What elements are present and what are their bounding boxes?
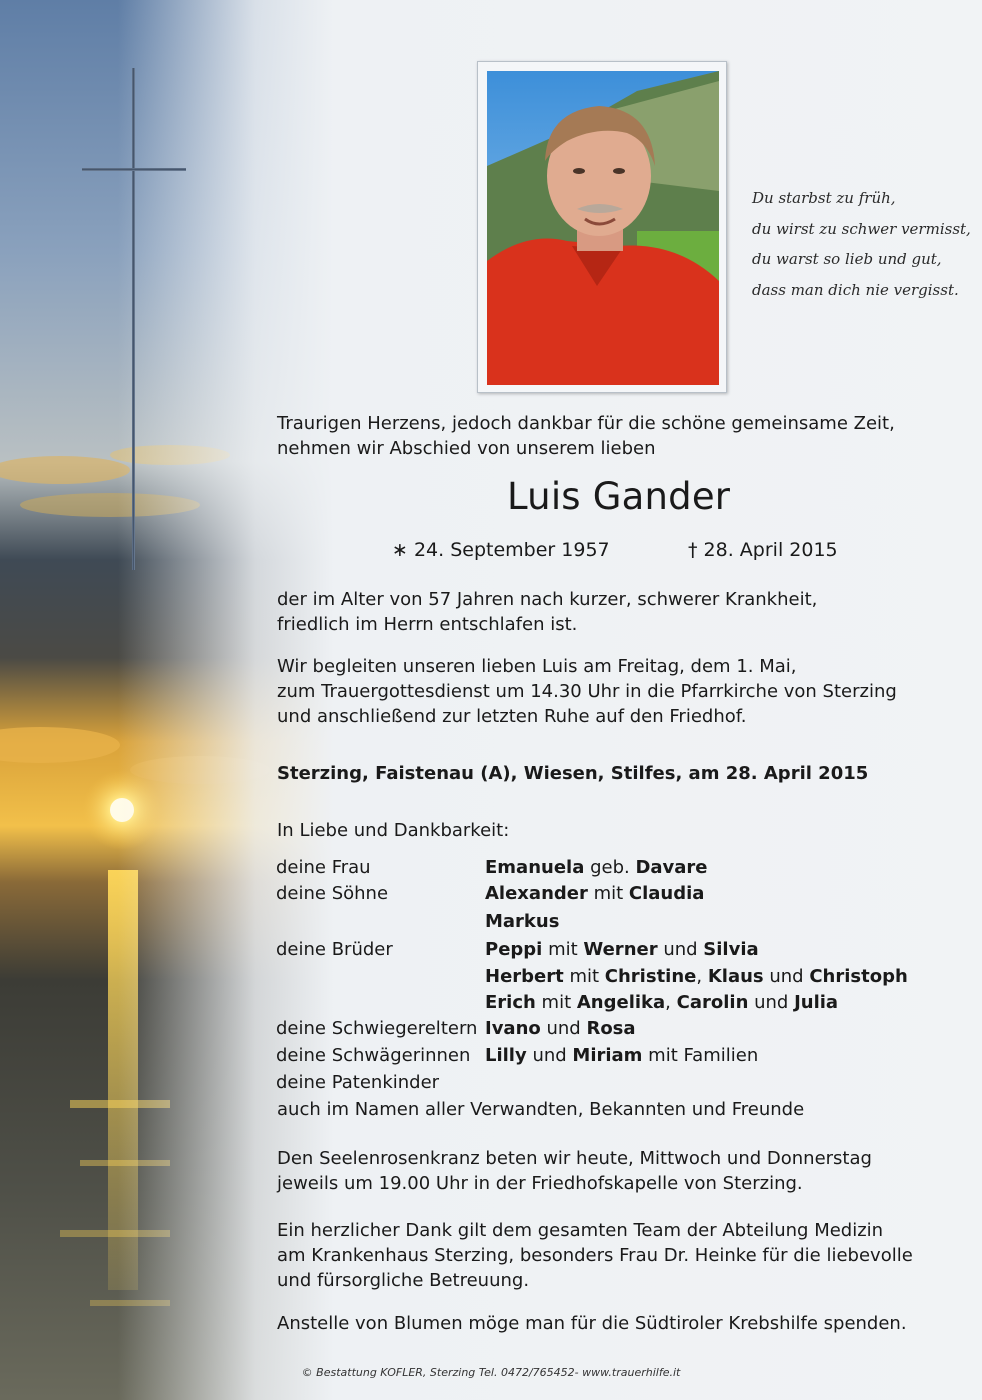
relative-names (485, 939, 759, 960)
birth-date: ∗ 24. September 1957 (392, 539, 610, 561)
poem-line: du wirst zu schwer vermisst, (752, 219, 971, 238)
poem-line: Du starbst zu früh, (752, 189, 896, 207)
relative-connector: mit (563, 966, 605, 987)
portrait-image (487, 71, 719, 385)
love-line: In Liebe und Dankbarkeit: (277, 820, 510, 841)
age-text (277, 587, 817, 637)
rosary-line: Den Seelenrosenkranz beten wir heute, Mittwoch und Donnerstag (277, 1148, 872, 1169)
relative-name: Markus (485, 911, 560, 932)
relative-names (485, 857, 708, 878)
rosary-text (277, 1146, 872, 1196)
thanks-line: und fürsorgliche Betreuung. (277, 1270, 530, 1291)
relative-name: Silvia (703, 939, 759, 960)
relative-connector: und (657, 939, 704, 960)
thanks-text (277, 1218, 913, 1293)
relative-label: deine Brüder (276, 939, 393, 960)
place-date: Sterzing, Faistenau (A), Wiesen, Stilfes, am 28. April 2015 (277, 763, 869, 784)
thanks-line: Ein herzlicher Dank gilt dem gesamten Team der Abteilung Medizin (277, 1220, 884, 1241)
relative-connector: und (763, 966, 810, 987)
relative-name: Miriam (572, 1045, 643, 1066)
relative-label: deine Frau (276, 857, 371, 878)
thanks-line: am Krankenhaus Sterzing, besonders Frau Dr. Heinke für die liebevolle (277, 1245, 913, 1266)
funeral-line: und anschließend zur letzten Ruhe auf den Friedhof. (277, 706, 747, 727)
relative-connector: , (696, 966, 708, 987)
relative-name: Emanuela (485, 857, 585, 878)
relative-connector: und (540, 1018, 587, 1039)
relative-names (485, 1018, 636, 1039)
relative-names (485, 1045, 758, 1066)
also-line: auch im Namen aller Verwandten, Bekannten und Freunde (277, 1099, 805, 1120)
intro-line: Traurigen Herzens, jedoch dankbar für die schöne gemeinsame Zeit, (277, 413, 895, 434)
rosary-line: jeweils um 19.00 Uhr in der Friedhofskapelle von Sterzing. (277, 1173, 803, 1194)
relative-connector: und (748, 992, 795, 1013)
deceased-name: Luis Gander (507, 475, 731, 518)
relative-name: Davare (635, 857, 708, 878)
poem-line: dass man dich nie vergisst. (752, 280, 959, 299)
portrait-photo (477, 61, 727, 393)
relative-names (485, 883, 704, 904)
relative-connector: mit (535, 992, 577, 1013)
relative-name: Lilly (485, 1045, 527, 1066)
relative-connector: mit (542, 939, 584, 960)
relative-name: Herbert (485, 966, 564, 987)
cross-horizontal-bar (82, 168, 186, 171)
funeral-line: zum Trauergottesdienst um 14.30 Uhr in die Pfarrkirche von Sterzing (277, 681, 897, 702)
relative-label: deine Schwägerinnen (276, 1045, 471, 1066)
relative-name: Carolin (676, 992, 749, 1013)
relative-name: Werner (583, 939, 658, 960)
cross-vertical-bar (132, 68, 135, 570)
memorial-poem (752, 183, 977, 305)
poem-line: du warst so lieb und gut, (752, 250, 942, 268)
donation-text: Anstelle von Blumen möge man für die Südtiroler Krebshilfe spenden. (277, 1313, 907, 1334)
relative-label: deine Schwiegereltern (276, 1018, 478, 1039)
relative-label: deine Söhne (276, 883, 389, 904)
relative-name: Erich (485, 992, 536, 1013)
relative-name: Rosa (586, 1018, 636, 1039)
relative-connector: mit (587, 883, 629, 904)
relative-name: Julia (794, 992, 839, 1013)
age-line: friedlich im Herrn entschlafen ist. (277, 614, 578, 635)
relative-names (485, 966, 908, 987)
relative-connector: , (665, 992, 677, 1013)
relative-name: Alexander (485, 883, 588, 904)
relative-name: Christine (604, 966, 697, 987)
relative-name: Peppi (485, 939, 543, 960)
relative-connector: geb. (584, 857, 636, 878)
relative-name: Christoph (809, 966, 908, 987)
age-line: der im Alter von 57 Jahren nach kurzer, schwerer Krankheit, (277, 589, 818, 610)
intro-line: nehmen wir Abschied von unserem lieben (277, 438, 656, 459)
relative-label: deine Patenkinder (276, 1072, 440, 1093)
relative-connector: mit Familien (642, 1045, 759, 1066)
funeral-line: Wir begleiten unseren lieben Luis am Freitag, dem 1. Mai, (277, 656, 797, 677)
relative-names (485, 911, 559, 932)
footer-credit: © Bestattung KOFLER, Sterzing Tel. 0472/765452- www.trauerhilfe.it (301, 1366, 681, 1379)
death-date: † 28. April 2015 (688, 539, 838, 561)
relative-name: Claudia (628, 883, 705, 904)
intro-text (277, 411, 895, 461)
relative-name: Angelika (576, 992, 666, 1013)
relative-name: Ivano (485, 1018, 541, 1039)
relative-name: Klaus (707, 966, 764, 987)
relative-names (485, 992, 838, 1013)
relative-connector: und (526, 1045, 573, 1066)
funeral-text (277, 654, 897, 729)
